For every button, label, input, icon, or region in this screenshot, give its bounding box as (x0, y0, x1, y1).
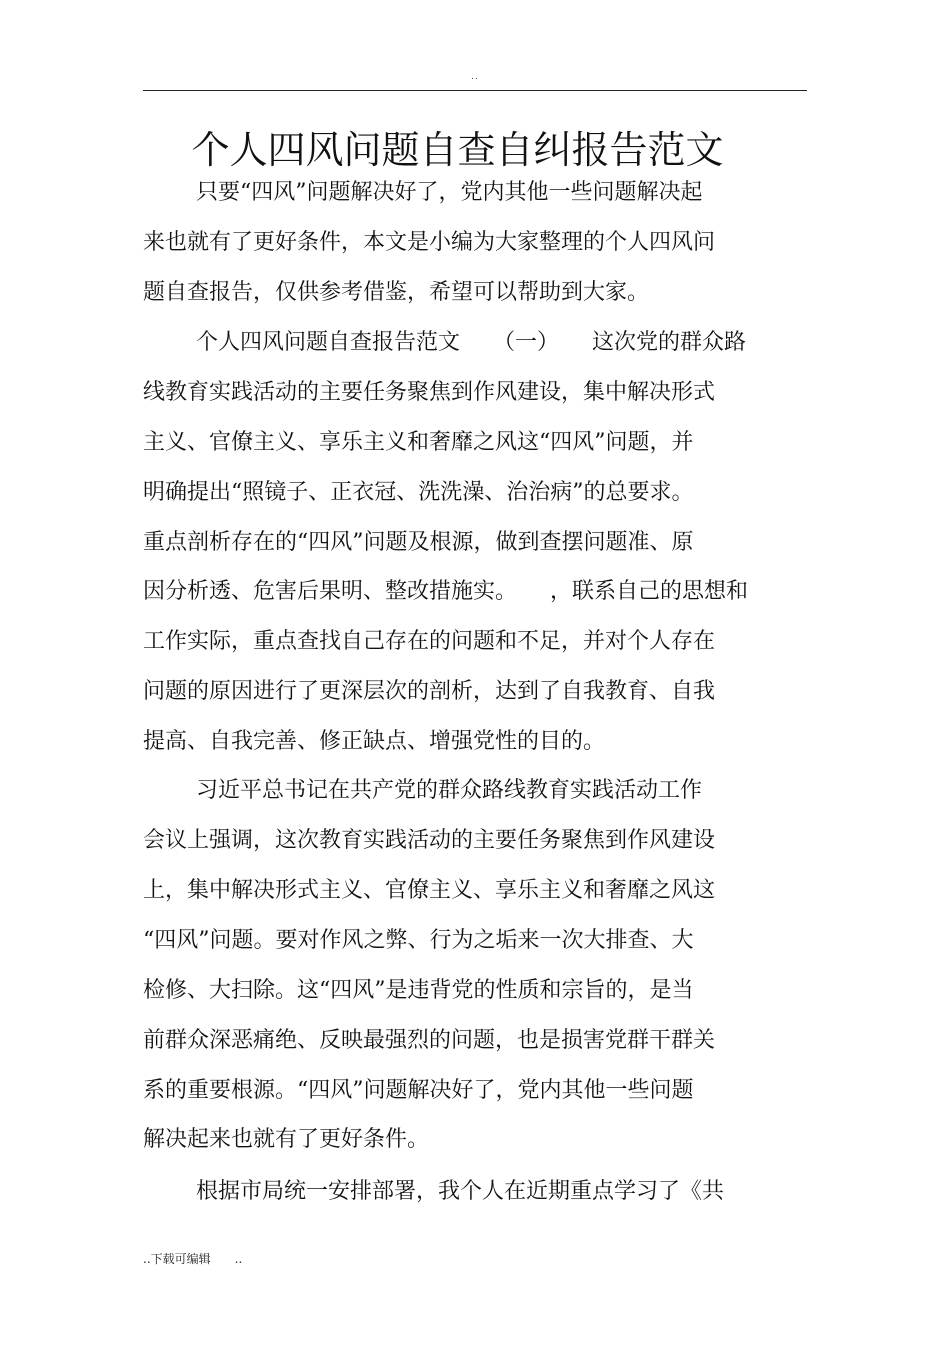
body-line: 提高、自我完善、修正缺点、增强党性的目的。 (143, 729, 606, 754)
body-line: 检修、大扫除。这“四风”是违背党的性质和宗旨的，是当 (143, 978, 694, 1003)
header-rule (143, 90, 807, 91)
body-line: 问题的原因进行了更深层次的剖析，达到了自我教育、自我 (143, 679, 716, 704)
header-mark: .. (471, 72, 479, 82)
body-line: 上，集中解决形式主义、官僚主义、享乐主义和奢靡之风这 (143, 878, 716, 903)
body-line: 个人四风问题自查报告范文 （一） 这次党的群众路 (196, 330, 747, 355)
footer-note: ..下载可编辑 .. (143, 1252, 243, 1266)
body-line: “四风”问题。要对作风之弊、行为之垢来一次大排查、大 (143, 928, 694, 953)
body-line: 会议上强调，这次教育实践活动的主要任务聚焦到作风建设 (143, 828, 716, 853)
body-line: 线教育实践活动的主要任务聚焦到作风建设，集中解决形式 (143, 380, 716, 405)
body-line: 习近平总书记在共产党的群众路线教育实践活动工作 (196, 778, 703, 803)
body-line: 重点剖析存在的“四风”问题及根源，做到查摆问题准、原 (143, 530, 694, 555)
body-line: 解决起来也就有了更好条件。 (143, 1127, 430, 1152)
body-line: 根据市局统一安排部署，我个人在近期重点学习了《共 (196, 1179, 725, 1204)
body-line: 工作实际，重点查找自己存在的问题和不足，并对个人存在 (143, 629, 716, 654)
body-line: 明确提出“照镜子、正衣冠、洗洗澡、治治病”的总要求。 (143, 480, 694, 505)
body-line: 只要“四风”问题解决好了，党内其他一些问题解决起 (196, 180, 703, 205)
body-line: 主义、官僚主义、享乐主义和奢靡之风这“四风”问题，并 (143, 430, 694, 455)
body-line: 来也就有了更好条件，本文是小编为大家整理的个人四风问 (143, 230, 716, 255)
body-line: 题自查报告，仅供参考借鉴，希望可以帮助到大家。 (143, 280, 650, 305)
body-line: 前群众深恶痛绝、反映最强烈的问题，也是损害党群干群关 (143, 1028, 716, 1053)
body-line: 因分析透、危害后果明、整改措施实。 ，联系自己的思想和 (143, 579, 749, 604)
body-line: 系的重要根源。“四风”问题解决好了，党内其他一些问题 (143, 1078, 694, 1103)
document-title: 个人四风问题自查自纠报告范文 (191, 128, 724, 172)
